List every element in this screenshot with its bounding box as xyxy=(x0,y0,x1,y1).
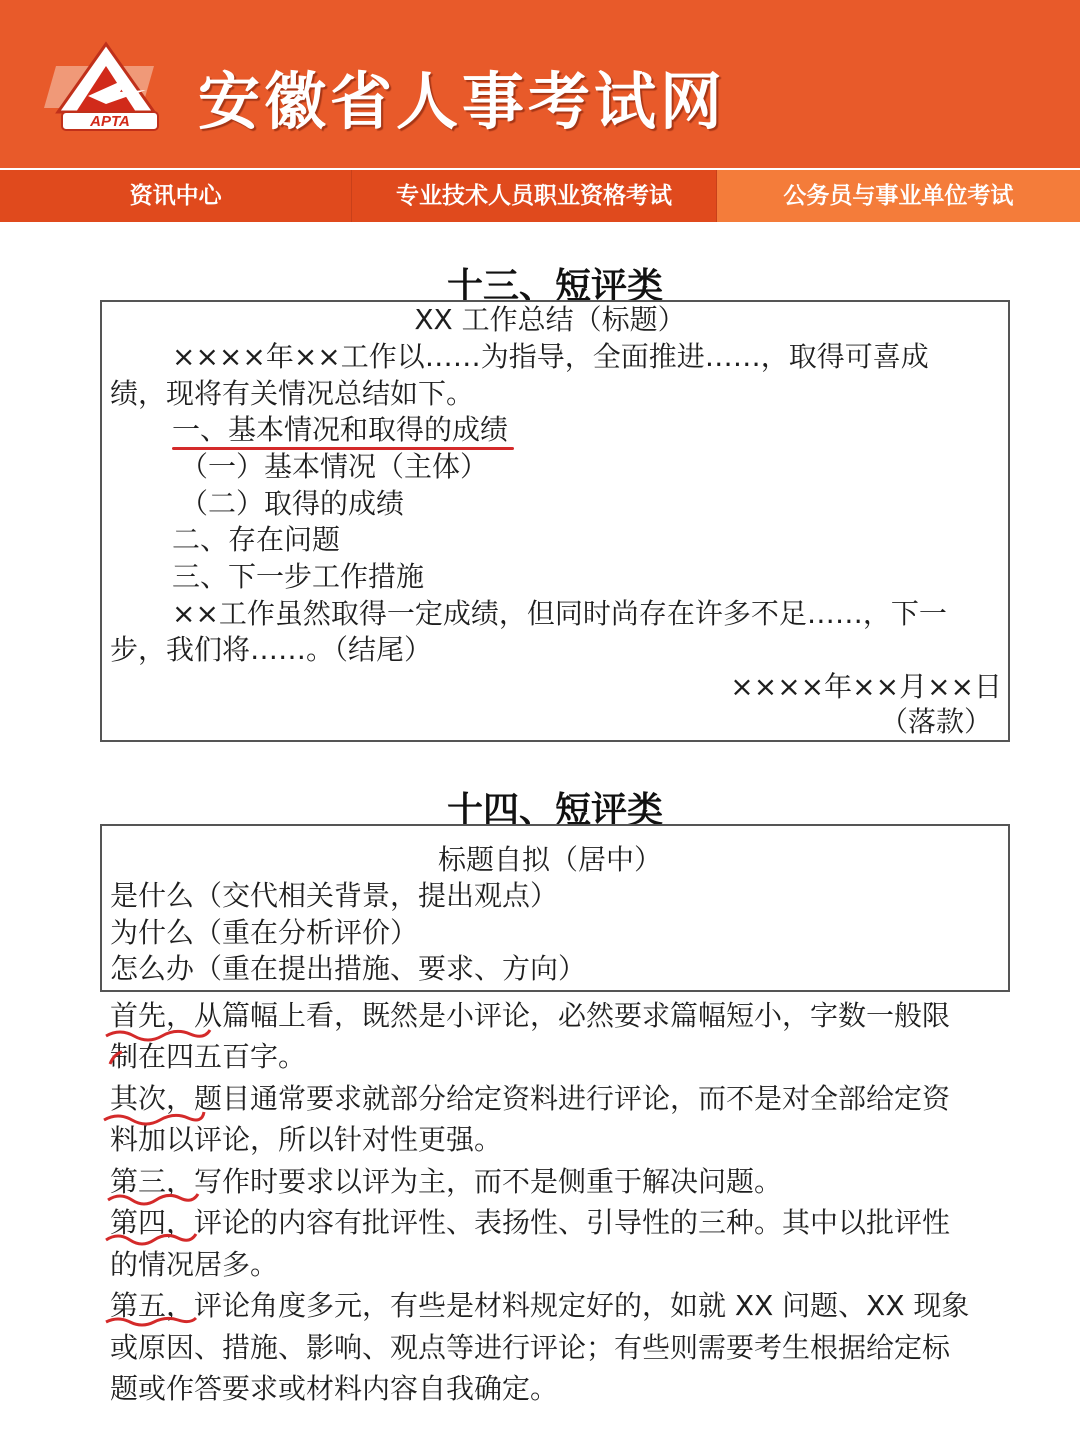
section14-box-line: 怎么办（重在提出措施、要求、方向） xyxy=(110,952,587,985)
paragraph-line: 的情况居多。 xyxy=(110,1248,279,1281)
apta-logo[interactable] xyxy=(36,38,176,134)
section13-line: ××工作虽然取得一定成绩，但同时尚存在许多不足……，下一 xyxy=(172,597,947,630)
red-wavy-underline xyxy=(100,1106,210,1130)
section13-line: 三、下一步工作措施 xyxy=(172,560,425,593)
site-title: 安徽省人事考试网 xyxy=(198,65,727,138)
section13-box-title: XX 工作总结（标题） xyxy=(414,303,686,336)
red-wavy-underline xyxy=(100,1024,220,1074)
paragraph-line: 料加以评论，所以针对性更强。 xyxy=(110,1123,503,1156)
nav-item-professional-exams[interactable]: 专业技术人员职业资格考试 xyxy=(352,170,716,222)
section13-line: （一）基本情况（主体） xyxy=(180,450,489,483)
red-wavy-underline xyxy=(102,1228,202,1250)
paragraph-line: 题或作答要求或材料内容自我确定。 xyxy=(110,1372,559,1405)
paragraph-line: 首先，从篇幅上看，既然是小评论，必然要求篇幅短小，字数一般限 xyxy=(110,999,951,1032)
section14-box-line: 是什么（交代相关背景，提出观点） xyxy=(110,879,559,912)
paragraph-line: 制在四五百字。 xyxy=(110,1040,307,1073)
section13-date: ××××年××月××日 xyxy=(730,670,1002,703)
section13-heading: 十三、短评类 xyxy=(446,266,663,307)
section14-box-title: 标题自拟（居中） xyxy=(437,843,662,876)
section13-line: （二）取得的成绩 xyxy=(180,487,405,520)
section14-heading: 十四、短评类 xyxy=(446,790,663,831)
logo-text: APTA xyxy=(90,113,130,130)
section14-box-line: 为什么（重在分析评价） xyxy=(110,916,419,949)
main-nav xyxy=(0,170,1080,222)
section13-line: 步，我们将……。（结尾） xyxy=(110,633,433,666)
section13-line-heading1: 一、基本情况和取得的成绩 xyxy=(172,413,509,446)
paragraph-line: 第三，写作时要求以评为主，而不是侧重于解决问题。 xyxy=(110,1165,783,1198)
paragraph-line: 其次，题目通常要求就部分给定资料进行评论，而不是对全部给定资 xyxy=(110,1082,951,1115)
paragraph-line: 第五，评论角度多元，有些是材料规定好的，如就 XX 问题、XX 现象 xyxy=(110,1289,970,1322)
section13-line: 二、存在问题 xyxy=(172,523,341,556)
section13-signature: （落款） xyxy=(879,705,992,738)
paragraph-line: 第四，评论的内容有批评性、表扬性、引导性的三种。其中以批评性 xyxy=(110,1206,951,1239)
nav-item-civil-service-exams[interactable]: 公务员与事业单位考试 xyxy=(717,170,1080,222)
site-header xyxy=(0,0,1080,168)
section13-line: ××××年××工作以……为指导，全面推进……，取得可喜成 xyxy=(172,340,929,373)
nav-item-news[interactable]: 资讯中心 xyxy=(0,170,352,222)
red-wavy-underline xyxy=(102,1312,202,1332)
paragraph-line: 或原因、措施、影响、观点等进行评论；有些则需要考生根据给定标 xyxy=(110,1331,951,1364)
red-wavy-underline xyxy=(104,1188,204,1210)
section13-line: 绩，现将有关情况总结如下。 xyxy=(110,377,475,410)
